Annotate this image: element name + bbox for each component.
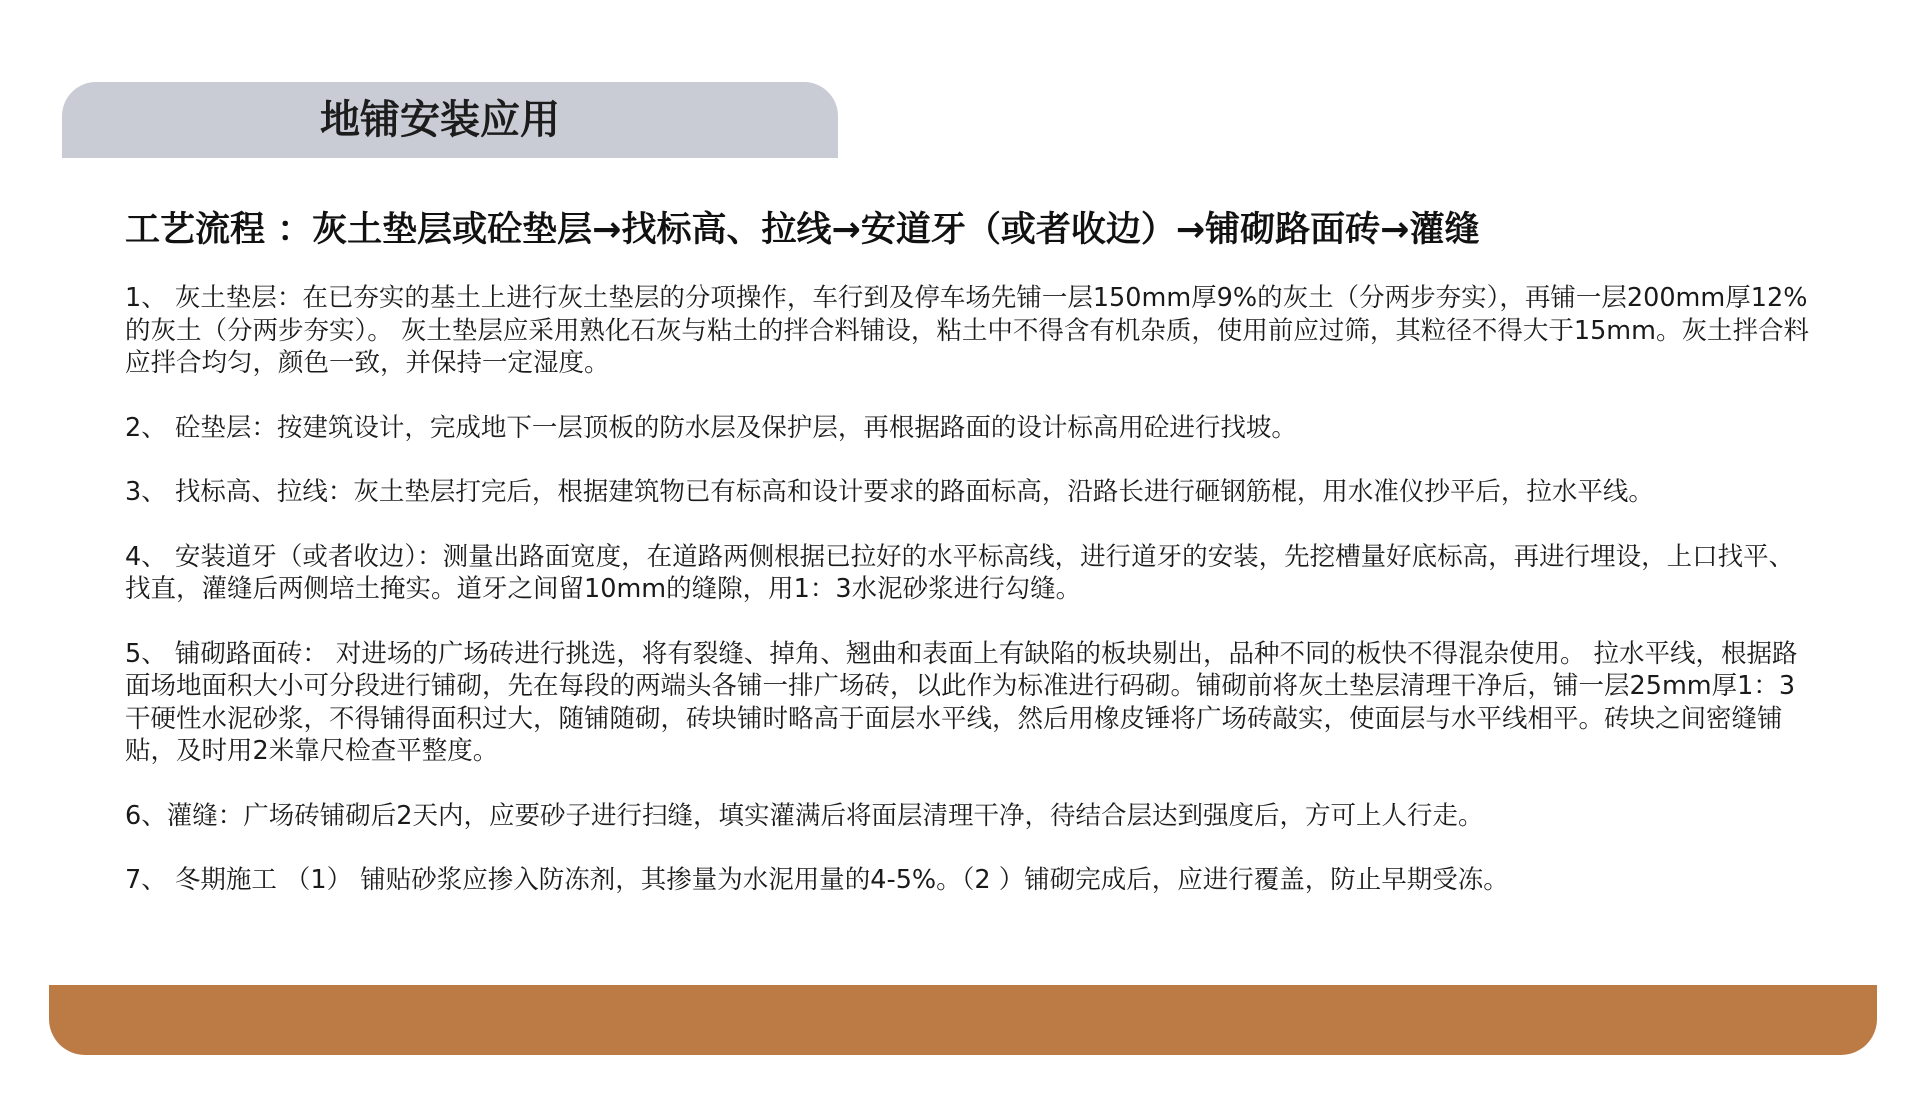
process-flow-heading: 工艺流程 ：灰土垫层或砼垫层→找标高、拉线→安道牙（或者收边）→铺砌路面砖→灌缝 — [125, 210, 1480, 250]
title-tab — [62, 82, 838, 158]
step-5-paving-bricks: 5、 铺砌路面砖： 对进场的广场砖进行挑选，将有裂缝、掉角、翘曲和表面上有缺陷的板块剔出，品种不同的板快不得混杂使用。 拉水平线，根据路面场地面积大小可分段进行铺砌，先在每段的两端头各铺一排广场砖，以此作为标准进行码砌。铺砌前将灰土垫层清理干净后，铺一层25mm厚1：3干硬性水泥砂浆，不得铺得面积过大，随铺随砌，砖块铺时略高于面层水平线，然后用橡皮锤将广场砖敲实，使面层与水平线相平。砖块之间密缝铺贴，及时用2米靠尺检查平整度。 — [125, 638, 1798, 766]
step-3-level-and-line: 3、 找标高、拉线：灰土垫层打完后，根据建筑物已有标高和设计要求的路面标高，沿路长进行砸钢筋棍，用水准仪抄平后，拉水平线。 — [125, 477, 1654, 507]
step-6-joint-filling: 6、灌缝：广场砖铺砌后2天内，应要砂子进行扫缝，填实灌满后将面层清理干净，待结合层达到强度后，方可上人行走。 — [125, 800, 1484, 831]
step-4-curb-install: 4、 安装道牙（或者收边）：测量出路面宽度，在道路两侧根据已拉好的水平标高线，进行道牙的安装，先挖槽量好底标高，再进行埋设，上口找平、找直，灌缝后两侧培土掩实。道牙之间留10mm的缝隙，用1：3水泥砂浆进行勾缝。 — [125, 541, 1795, 604]
step-1-lime-soil-cushion: 1、 灰土垫层：在已夯实的基土上进行灰土垫层的分项操作，车行到及停车场先铺一层150mm厚9%的灰土（分两步夯实），再铺一层200mm厚12%的灰土（分两步夯实）。 灰土垫层应采用熟化石灰与粘土的拌合料铺设，粘土中不得含有机杂质，使用前应过筛，其粒径不得大于15mm。灰土拌合料应拌合均匀，颜色一致，并保持一定湿度。 — [125, 283, 1809, 378]
page-title: 地铺安装应用 — [320, 97, 560, 143]
process-steps — [125, 282, 1815, 897]
step-2-concrete-cushion: 2、 砼垫层：按建筑设计，完成地下一层顶板的防水层及保护层，再根据路面的设计标高用砼进行找坡。 — [125, 412, 1297, 443]
step-7-winter-construction: 7、 冬期施工 （1） 铺贴砂浆应掺入防冻剂，其掺量为水泥用量的4-5%。（2 ）铺砌完成后，应进行覆盖，防止早期受冻。 — [125, 865, 1509, 895]
footer-bar — [49, 985, 1877, 1055]
